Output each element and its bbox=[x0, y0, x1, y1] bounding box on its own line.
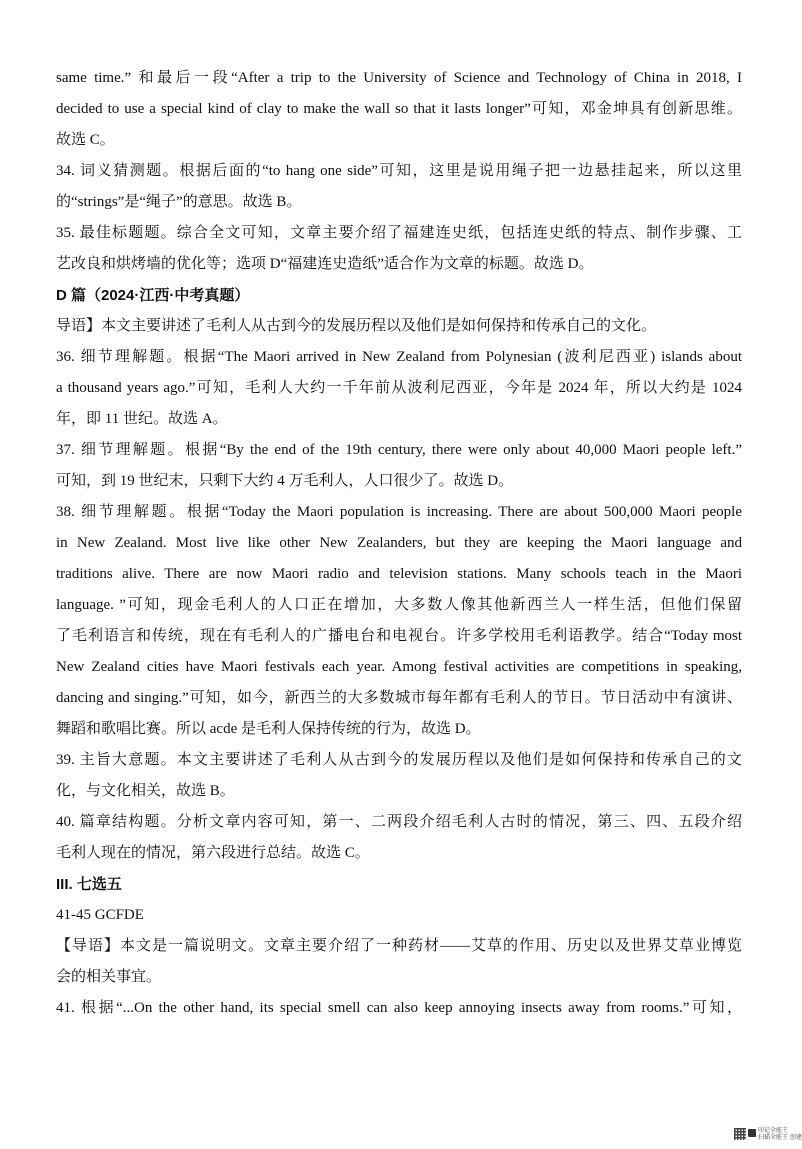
text-line: 38. 细节理解题。根据“Today the Maori population is increasing. There are about 500,000 Maori people bbox=[56, 504, 742, 520]
document-page bbox=[56, 63, 742, 1024]
section-heading-d: D 篇（2024·江西·中考真题） bbox=[56, 287, 250, 304]
text-line: 化，与文化相关，故选 B。 bbox=[56, 783, 235, 799]
text-line: 34. 词义猜测题。根据后面的“to hang one side”可知，这里是说用绳子把一边悬挂起来，所以这里 bbox=[56, 163, 742, 179]
answer-key: 41-45 GCFDE bbox=[56, 907, 144, 923]
text-line: decided to use a special kind of clay to make the wall so that it lasts longer”可知，邓金坤具有创新思维。 bbox=[56, 101, 742, 117]
text-line: 【导语】本文是一篇说明文。文章主要介绍了一种药材——艾草的作用、历史以及世界艾草业博览 bbox=[56, 938, 742, 954]
watermark bbox=[758, 1127, 802, 1141]
text-line: 37. 细节理解题。根据“By the end of the 19th century, there were only about 40,000 Maori people left.” bbox=[56, 442, 742, 458]
text-line: language. ”可知，现金毛利人的人口正在增加，大多数人像其他新西兰人一样生活，但他们保留 bbox=[56, 597, 742, 613]
text-line: New Zealand cities have Maori festivals each year. Among festival activities are competitions in speaking, bbox=[56, 659, 742, 675]
text-line: 了毛利语言和传统，现在有毛利人的广播电台和电视台。许多学校用毛利语教学。结合“Today most bbox=[56, 628, 742, 644]
text-line: 会的相关事宜。 bbox=[56, 969, 162, 985]
text-line: 39. 主旨大意题。本文主要讲述了毛利人从古到今的发展历程以及他们是如何保持和传承自己的文 bbox=[56, 752, 742, 768]
text-line: 35. 最佳标题题。综合全文可知，文章主要介绍了福建连史纸，包括连史纸的特点、制作步骤、工 bbox=[56, 225, 742, 241]
watermark-line2: 扫描全能王 创建 bbox=[758, 1134, 802, 1141]
text-line: 41. 根据“...On the other hand, its special smell can also keep annoying insects away from rooms.”可知， bbox=[56, 1000, 742, 1016]
qr-code-icon bbox=[734, 1128, 746, 1140]
text-line: 导语】本文主要讲述了毛利人从古到今的发展历程以及他们是如何保持和传承自己的文化。 bbox=[56, 318, 657, 334]
text-line: a thousand years ago.”可知，毛利人大约一千年前从波利尼西亚，今年是 2024 年，所以大约是 1024 bbox=[56, 380, 742, 396]
text-line: 毛利人现在的情况，第六段进行总结。故选 C。 bbox=[56, 845, 370, 861]
text-line: 可知，到 19 世纪末，只剩下大约 4 万毛利人，人口很少了。故选 D。 bbox=[56, 473, 514, 489]
text-line: 故选 C。 bbox=[56, 132, 115, 148]
text-line: dancing and singing.”可知，如今，新西兰的大多数城市每年都有毛利人的节日。节日活动中有演讲、 bbox=[56, 690, 742, 706]
text-line: 的“strings”是“绳子”的意思。故选 B。 bbox=[56, 194, 302, 210]
scanner-logo-icon bbox=[748, 1129, 756, 1137]
section-heading-iii: III. 七选五 bbox=[56, 876, 122, 893]
text-line: in New Zealand. Most live like other New Zealanders, but they are keeping the Maori language and bbox=[56, 535, 742, 551]
text-line: same time.” 和最后一段“After a trip to the University of Science and Technology of China in 2018, I bbox=[56, 70, 742, 86]
text-line: 舞蹈和歌唱比赛。所以 acde 是毛利人保持传统的行为，故选 D。 bbox=[56, 721, 481, 737]
text-line: 36. 细节理解题。根据“The Maori arrived in New Zealand from Polynesian (波利尼西亚) islands about bbox=[56, 349, 742, 365]
text-line: 艺改良和烘烤墙的优化等；选项 D“福建连史造纸”适合作为文章的标题。故选 D。 bbox=[56, 256, 594, 272]
text-line: traditions alive. There are now Maori radio and television stations. Many schools teach in the Maori bbox=[56, 566, 742, 582]
watermark-line1: 印记全能王 bbox=[758, 1127, 789, 1134]
text-line: 40. 篇章结构题。分析文章内容可知，第一、二两段介绍毛利人古时的情况，第三、四、五段介绍 bbox=[56, 814, 742, 830]
text-line: 年，即 11 世纪。故选 A。 bbox=[56, 411, 228, 427]
